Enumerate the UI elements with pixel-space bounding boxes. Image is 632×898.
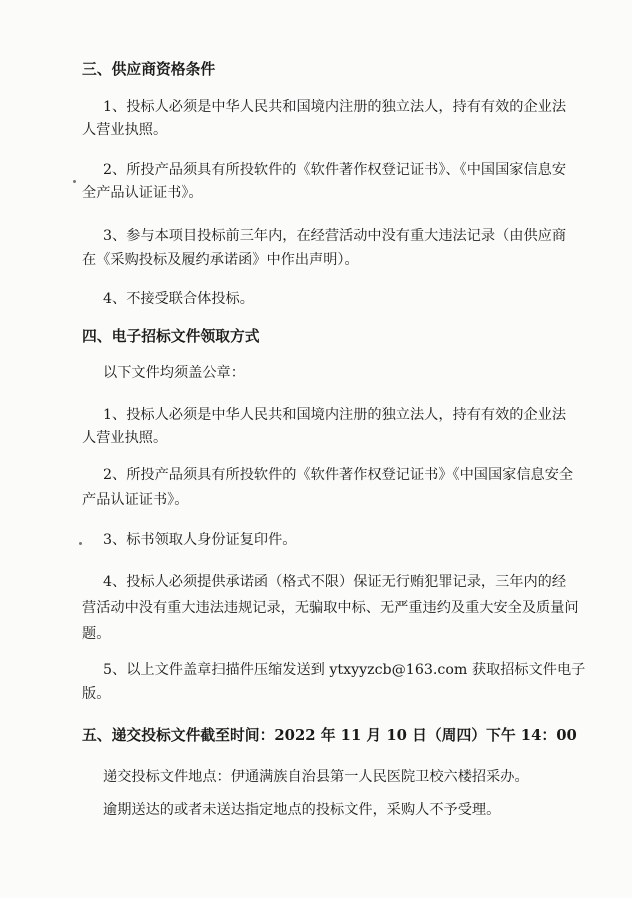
- paragraph-intro: 以下文件均须盖公章：: [103, 365, 245, 381]
- paragraph-line: 在《采购投标及履约承诺函》中作出声明）。: [82, 252, 359, 268]
- paragraph-line: 逾期送达的或者未送达指定地点的投标文件，采购人不予受理。: [103, 802, 501, 818]
- paragraph-line: 1、投标人必须是中华人民共和国境内注册的独立法人，持有有效的企业法: [103, 407, 567, 423]
- paragraph-line: 题。: [82, 626, 111, 642]
- scan-speck: [73, 180, 76, 183]
- paragraph-line: 营活动中没有重大违法违规记录，无骗取中标、无严重违约及重大安全及质量问: [82, 600, 579, 616]
- paragraph-line: 递交投标文件地点：伊通满族自治县第一人民医院卫校六楼招采办。: [103, 769, 529, 785]
- section-heading-qualifications: 三、供应商资格条件: [82, 61, 216, 78]
- paragraph-line: 2、所投产品须具有所投软件的《软件著作权登记证书》、《中国国家信息安: [103, 162, 567, 178]
- section-heading-deadline: 五、递交投标文件截至时间：2022 年 11 月 10 日（周四）下午 14：00: [82, 727, 577, 744]
- paragraph-line: 4、投标人必须提供承诺函（格式不限）保证无行贿犯罪记录，三年内的经: [103, 574, 567, 590]
- paragraph-line: 1、投标人必须是中华人民共和国境内注册的独立法人，持有有效的企业法: [103, 99, 567, 115]
- paragraph-line: 人营业执照。: [82, 122, 168, 138]
- paragraph-line: 3、标书领取人身份证复印件。: [103, 532, 297, 548]
- section-heading-document-collection: 四、电子招标文件领取方式: [82, 328, 260, 345]
- paragraph-line: 2、所投产品须具有所投软件的《软件著作权登记证书》《中国国家信息安全: [103, 467, 574, 483]
- scan-speck: [79, 542, 82, 545]
- paragraph-line: 产品认证证书》。: [82, 492, 189, 508]
- paragraph-line: 全产品认证证书》。: [82, 185, 203, 201]
- paragraph-line: 3、参与本项目投标前三年内，在经营活动中没有重大违法记录（由供应商: [103, 228, 567, 244]
- paragraph-line: 5、以上文件盖章扫描件压缩发送到 ytxyyzcb@163.com 获取招标文件电子: [103, 662, 586, 678]
- paragraph-line: 人营业执照。: [82, 430, 168, 446]
- paragraph-line: 版。: [82, 686, 111, 702]
- paragraph-line: 4、不接受联合体投标。: [103, 291, 254, 307]
